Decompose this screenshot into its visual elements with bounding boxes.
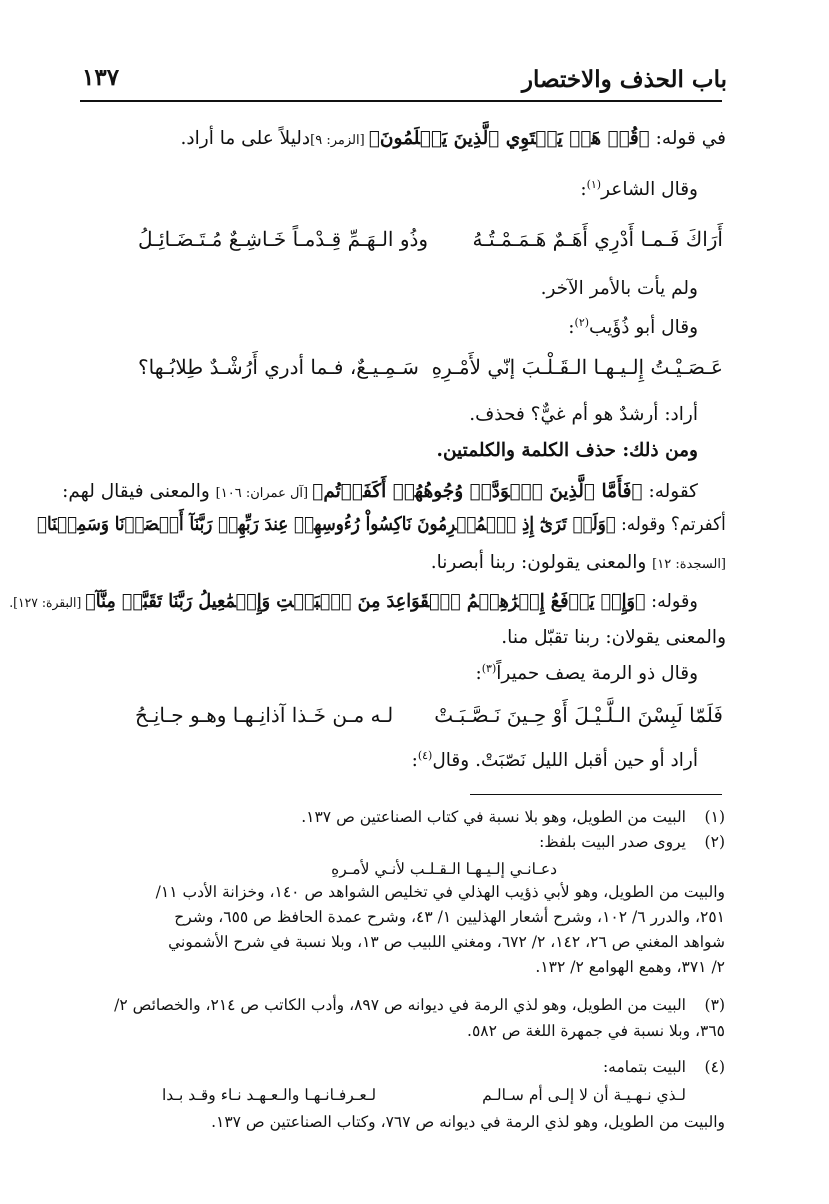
- footnote-rule: [470, 794, 722, 795]
- footnote-number: (٣): [704, 996, 725, 1014]
- footnote-text: البيت من الطويل، وهو بلا نسبة في كتاب الصناعتين ص ١٣٧.: [301, 808, 686, 826]
- body-line: [181, 128, 726, 149]
- text-run: في قوله:: [649, 128, 726, 149]
- footnote-text: البيت بتمامه:: [602, 1058, 686, 1076]
- footnote-line: شواهد المغني ص ٢٦، ١٤٢، ٢/ ٦٧٢، ومغني اللبيب ص ١٣، وبلا نسبة في شرح الأشموني: [168, 933, 725, 951]
- quran-quote: ﴿وَلَوۡ تَرَىٰٓ إِذِ ٱلۡمُجۡرِمُونَ نَاكِسُواْ رُءُوسِهِمۡ عِندَ رَبِّهِمۡ رَبَّنَآ أَبۡصَرۡنَا وَسَمِعۡنَا﴾: [37, 514, 617, 535]
- header-rule: [80, 100, 722, 102]
- page-number: ١٣٧: [82, 64, 120, 91]
- text-run: أكفرتم؟ وقوله:: [616, 514, 726, 535]
- body-line: ولم يأت بالأمر الآخر.: [540, 278, 698, 299]
- chapter-title: باب الحذف والاختصار: [521, 66, 727, 93]
- body-line: [431, 552, 726, 573]
- citation: [آل عمران: ١٠٦]: [215, 486, 313, 501]
- footnote-text: يروى صدر البيت بلفظ:: [539, 833, 686, 851]
- footnote-number: (٤): [704, 1058, 725, 1076]
- footnote-ref: (٢): [574, 316, 590, 329]
- verse-first-hemistich: فَلَمّا لَبِسْنَ الـلَّـيْـلَ أَوْ حِـينَ نَـصَّـبَـتْ: [434, 703, 723, 727]
- footnote-ref: (٤): [417, 749, 433, 762]
- body-line: [62, 481, 698, 502]
- quran-quote: ﴿قُلۡ هَلۡ يَسۡتَوِي ٱلَّذِينَ يَعۡلَمُونَ﴾: [368, 128, 650, 149]
- verse-second-hemistich: وذُو الـهَـمِّ قِـدْمـاً خَـاشِـعٌ مُـتَـضَـائِـلُ: [138, 227, 429, 251]
- footnote-verse-first: لـذي نـهـيـة أن لا إلـى أم سـالـم: [482, 1086, 686, 1104]
- verse-second-hemistich: لـه مـن خَـذا آذانِـهـا وهـو جـانِـحُ: [135, 703, 394, 727]
- text-run: أراد أو حين أقبل الليل نَصّبَتْ. وقال: [432, 750, 698, 772]
- section-heading: ومن ذلك: حذف الكلمة والكلمتين.: [436, 440, 698, 461]
- quran-quote: ﴿فَأَمَّا ٱلَّذِينَ ٱسۡوَدَّتۡ وُجُوهُهُمۡ أَكَفَرۡتُم﴾: [312, 481, 643, 502]
- text-run: :: [475, 663, 482, 685]
- text-run: وقال ذو الرمة يصف حميراً: [496, 663, 698, 685]
- body-line: [580, 178, 698, 200]
- text-run: وقال أبو ذُؤَيب: [589, 317, 698, 339]
- footnote-ref: (١): [586, 178, 602, 191]
- footnote-ref: (٣): [481, 662, 497, 675]
- text-run: :: [411, 750, 418, 772]
- text-run: وقوله:: [645, 591, 698, 612]
- body-line: أراد: أرشدٌ هو أم غيٌّ؟ فحذف.: [469, 404, 698, 425]
- footnote-verse-second: لـعـرفـانـهـا والـعـهـد نـاء وقـد بـدا: [162, 1086, 377, 1104]
- footnote-line: ٢/ ٣٧١، وهمع الهوامع ٢/ ١٣٢.: [535, 958, 725, 976]
- body-line: والمعنى يقولان: ربنا تقبّل منا.: [501, 627, 726, 648]
- body-line: [37, 514, 726, 535]
- text-run: وقال الشاعر: [601, 179, 698, 201]
- text-run: كقوله:: [642, 481, 698, 502]
- text-run: والمعنى يقولون: ربنا أبصرنا.: [430, 552, 653, 573]
- footnote-line: ٣٦٥، وبلا نسبة في جمهرة اللغة ص ٥٨٢.: [467, 1022, 725, 1040]
- body-line: [9, 591, 698, 612]
- body-line: [568, 316, 698, 338]
- verse-first-hemistich: أَرَاكَ فَـمـا أَدْرِي أَهَـمٌ هَـمَـمْـتُـهُ: [472, 227, 723, 251]
- footnote-line: والبيت من الطويل، وهو لأبي ذؤيب الهذلي في تخليص الشواهد ص ١٤٠، وخزانة الأدب ١١/: [155, 883, 725, 901]
- citation: [الزمر: ٩]: [310, 133, 369, 148]
- text-run: :: [568, 317, 575, 339]
- footnote-number: (٢): [704, 833, 725, 851]
- verse-second-hemistich: سَـمِـيـعٌ، فـما أدري أَرُشْـدٌ طِلابُـها؟: [138, 355, 419, 379]
- footnote-line: ٢٥١، والدرر ٦/ ١٠٢، وشرح أشعار الهذليين ١/ ٤٣، وشرح عمدة الحافظ ص ٦٥٥، وشرح: [174, 908, 725, 926]
- citation: [السجدة: ١٢]: [652, 557, 726, 572]
- citation: [البقرة: ١٢٧].: [9, 596, 86, 611]
- text-run: دليلاً على ما أراد.: [180, 128, 311, 149]
- quran-quote: ﴿وَإِذۡ يَرۡفَعُ إِبۡرَٰهِـۧمُ ٱلۡقَوَاعِدَ مِنَ ٱلۡبَيۡتِ وَإِسۡمَٰعِيلُ رَبَّنَا تَقَبَّلۡ مِنَّآ﴾: [85, 591, 646, 612]
- body-line: [475, 662, 698, 684]
- footnote-number: (١): [704, 808, 725, 826]
- footnote-text: البيت من الطويل، وهو لذي الرمة في ديوانه ص ٨٩٧، وأدب الكاتب ص ٢١٤، والخصائص ٢/: [114, 996, 686, 1014]
- text-run: :: [580, 179, 587, 201]
- body-line: [412, 749, 698, 771]
- footnote-verse: دعـانـي إلـيـهـا الـقـلـب لأنـي لأمـرهِ: [331, 860, 557, 878]
- text-run: والمعنى فيقال لهم:: [62, 481, 216, 502]
- verse-first-hemistich: عَـصَـيْـتُ إِلـيـهـا الـقَـلْـبَ إنّي لأَمْـرِهِ: [431, 355, 723, 379]
- footnote-line: والبيت من الطويل، وهو لذي الرمة في ديوانه ص ٧٦٧، وكتاب الصناعتين ص ١٣٧.: [211, 1113, 725, 1131]
